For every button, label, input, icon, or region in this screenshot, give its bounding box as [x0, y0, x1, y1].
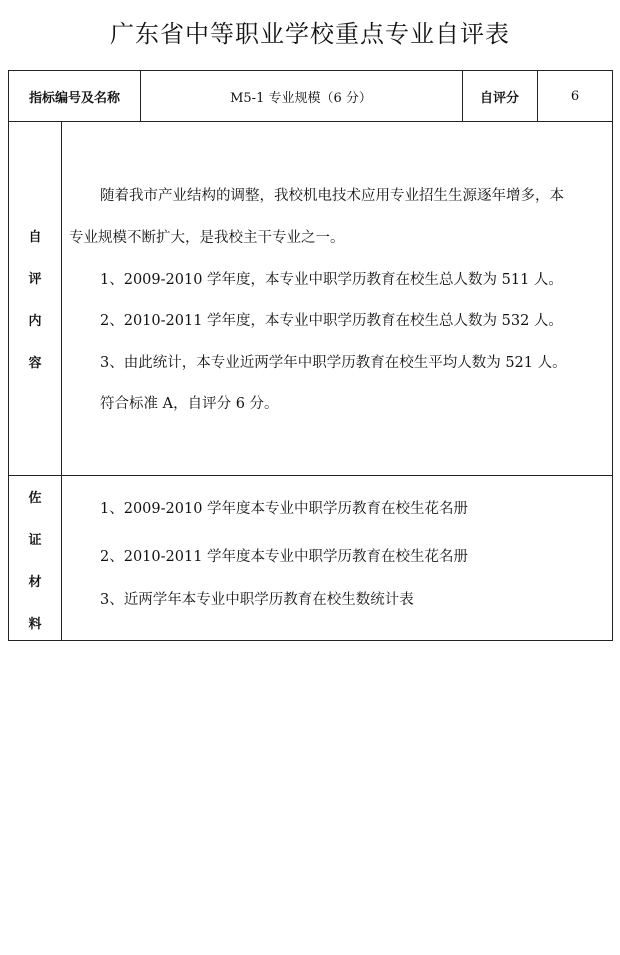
- label-char: 佐: [28, 491, 42, 506]
- indicator-label: 指标编号及名称: [28, 90, 120, 106]
- self-eval-label: [9, 226, 61, 394]
- evaluation-table: [8, 70, 613, 641]
- intro-line-1: 随着我市产业结构的调整，我校机电技术应用专业招生生源逐年增多，本: [100, 188, 564, 204]
- evidence-item: 1、2009-2010 学年度本专业中职学历教育在校生花名册: [100, 501, 469, 517]
- evidence-item: 2、2010-2011 学年度本专业中职学历教育在校生花名册: [100, 549, 469, 565]
- label-char: 料: [28, 617, 42, 632]
- column-divider: [61, 121, 62, 641]
- label-char: 容: [28, 356, 42, 371]
- intro-line-2: 专业规模不断扩大，是我校主干专业之一。: [69, 230, 345, 246]
- evidence-label: [9, 487, 61, 655]
- label-char: 内: [28, 314, 42, 329]
- self-eval-item: 3、由此统计，本专业近两学年中职学历教育在校生平均人数为 521 人。: [100, 355, 567, 371]
- row-divider: [9, 121, 612, 122]
- indicator-value: M5-1 专业规模（6 分）: [230, 90, 372, 106]
- score-value: 6: [570, 88, 580, 104]
- row-divider: [9, 475, 612, 476]
- label-char: 自: [28, 230, 42, 245]
- self-eval-item: 1、2009-2010 学年度，本专业中职学历教育在校生总人数为 511 人。: [100, 272, 563, 288]
- score-label: 自评分: [479, 90, 519, 106]
- evidence-item: 3、近两学年本专业中职学历教育在校生数统计表: [100, 592, 414, 608]
- label-char: 材: [28, 575, 42, 590]
- label-char: 评: [28, 272, 42, 287]
- label-char: 证: [28, 533, 42, 548]
- page-title: 广东省中等职业学校重点专业自评表: [110, 20, 510, 48]
- self-eval-item: 2、2010-2011 学年度，本专业中职学历教育在校生总人数为 532 人。: [100, 313, 563, 329]
- conclusion: 符合标准 A，自评分 6 分。: [100, 396, 279, 412]
